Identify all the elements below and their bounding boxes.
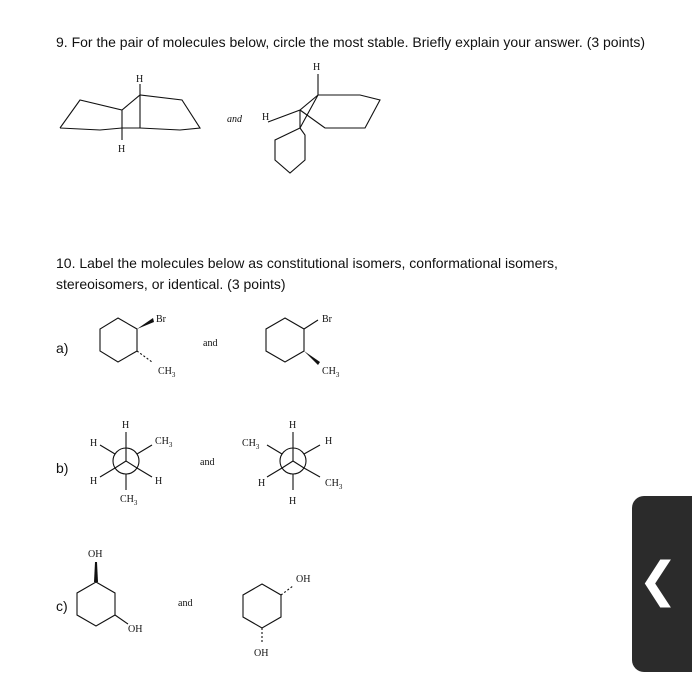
- decalin-h-bottom: H: [118, 144, 126, 155]
- newman1-h-top: H: [122, 420, 130, 431]
- part-b-newman-2: [242, 420, 343, 507]
- part-a-ch3-2: $CH_3$: [322, 366, 340, 379]
- cis-decalin-h-left: H: [262, 112, 270, 123]
- part-c-oh-3: OH: [296, 574, 311, 585]
- part-c-label: c): [56, 598, 68, 614]
- part-a-molecule-1: [100, 314, 176, 379]
- part-c-oh-4: OH: [254, 648, 269, 659]
- part-c-molecule-2: [243, 574, 310, 659]
- part-a-br-1: Br: [156, 314, 166, 325]
- part-b-newman-1: [90, 420, 173, 507]
- part-a-molecule-2: [266, 314, 340, 379]
- q9-and-text: and: [227, 114, 242, 125]
- part-c-oh-1: OH: [88, 549, 103, 560]
- cis-decalin-molecule: [262, 62, 380, 173]
- newman1-ch3-right: $CH_3$: [155, 436, 173, 449]
- part-a-ch3-1: $CH_3$: [158, 366, 176, 379]
- question-10-line-1: 10. Label the molecules below as constitutional isomers, conformational isomers,: [56, 255, 558, 271]
- part-b-and-text: and: [200, 457, 215, 468]
- part-a-and-text: and: [203, 338, 218, 349]
- chevron-left-icon[interactable]: ❮: [638, 552, 679, 608]
- question-9-text: 9. For the pair of molecules below, circle the most stable. Briefly explain your answer. (3 points): [56, 34, 646, 50]
- newman2-ch3-left: $CH_3$: [242, 438, 260, 451]
- newman1-h-right-bottom: H: [155, 476, 163, 487]
- newman2-h-left-bottom: H: [258, 478, 266, 489]
- newman1-ch3-bottom: $CH_3$: [120, 494, 138, 507]
- part-a-label: a): [56, 340, 69, 356]
- newman2-ch3-right: $CH_3$: [325, 478, 343, 491]
- newman2-h-right-top: H: [325, 436, 333, 447]
- newman2-h-top: H: [289, 420, 297, 431]
- part-c-oh-2: OH: [128, 624, 143, 635]
- part-c-and-text: and: [178, 598, 193, 609]
- decalin-h-top: H: [136, 74, 144, 85]
- cis-decalin-h-top: H: [313, 62, 321, 73]
- question-10-line-2: stereoisomers, or identical. (3 points): [56, 276, 286, 292]
- part-b-label: b): [56, 460, 69, 476]
- trans-decalin-molecule: [60, 74, 200, 155]
- newman2-h-bottom: H: [289, 496, 297, 507]
- newman1-h-left-bottom: H: [90, 476, 98, 487]
- part-c-molecule-1: [77, 549, 142, 635]
- part-a-br-2: Br: [322, 314, 332, 325]
- newman1-h-left-top: H: [90, 438, 98, 449]
